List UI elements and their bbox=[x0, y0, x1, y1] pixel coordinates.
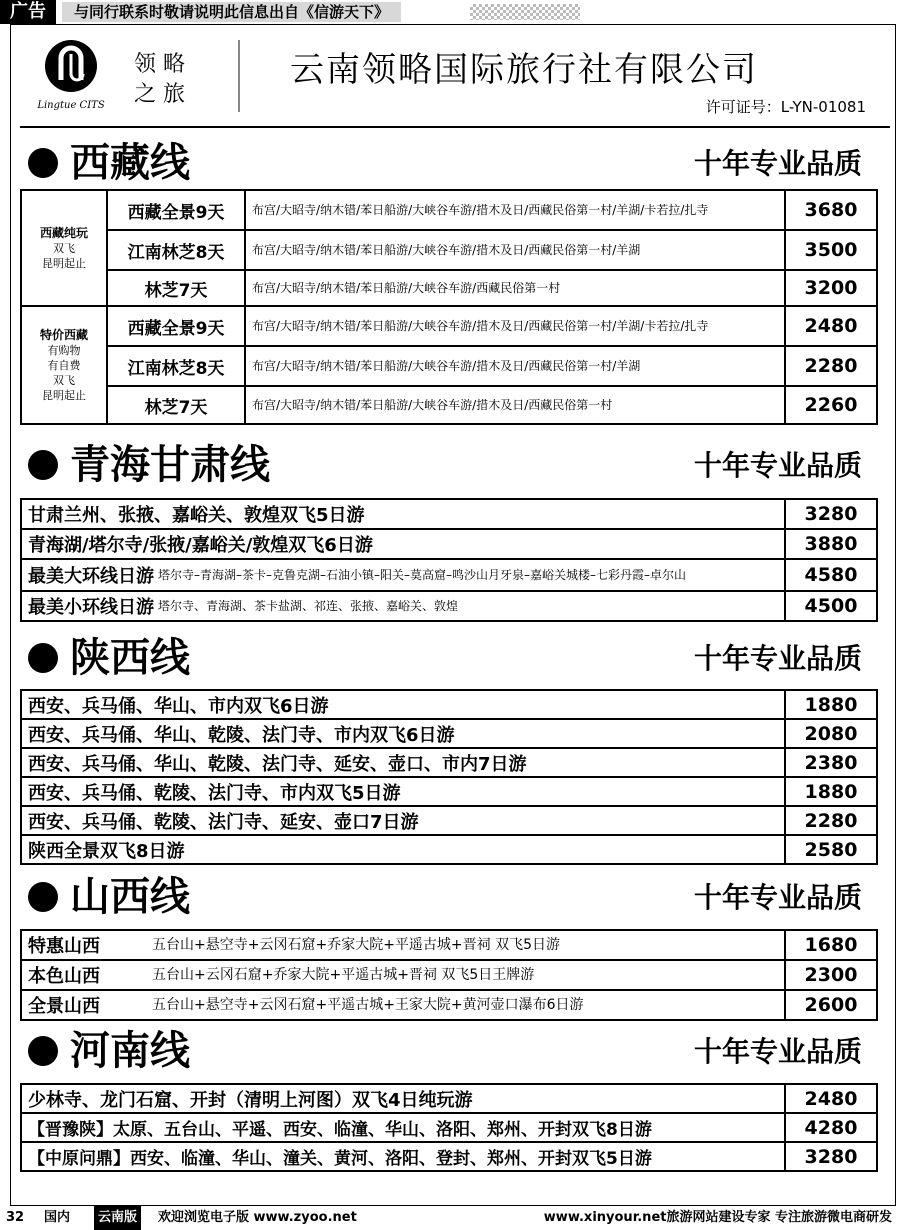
table-row bbox=[21, 499, 877, 529]
group-label: 西藏纯玩 bbox=[39, 225, 88, 240]
table-row bbox=[21, 230, 877, 270]
header-divider bbox=[238, 40, 240, 112]
route-price: 3200 bbox=[785, 270, 877, 306]
group-label-cell bbox=[21, 190, 107, 306]
section-name: 青海甘肃线 bbox=[70, 442, 270, 488]
route-detail: 布宫/大昭寺/纳木错/苯日船游/大峡谷车游/西藏民俗第一村 bbox=[245, 270, 785, 306]
route-name: 【晋豫陕】太原、五台山、平遥、西安、临潼、华山、洛阳、郑州、开封双飞8日游 bbox=[21, 1113, 785, 1142]
quality-slogan: 十年专业品质 bbox=[693, 147, 862, 180]
route-price: 2600 bbox=[785, 990, 877, 1020]
quality-slogan: 十年专业品质 bbox=[693, 642, 862, 675]
route-price: 1680 bbox=[785, 930, 877, 960]
section-name: 陕西线 bbox=[70, 635, 190, 681]
group-note: 双飞 bbox=[53, 241, 75, 255]
route-name: 全景山西 bbox=[28, 996, 100, 1017]
group-note: 昆明起止 bbox=[42, 388, 86, 402]
route-detail: 布宫/大昭寺/纳木错/苯日船游/大峡谷车游/措木及日/西藏民俗第一村/羊湖/卡若拉/扎寺 bbox=[245, 306, 785, 346]
table-row bbox=[21, 270, 877, 306]
tibet-table bbox=[20, 189, 878, 425]
route-name: 甘肃兰州、张掖、嘉峪关、敦煌双飞5日游 bbox=[21, 499, 785, 529]
route-name: 少林寺、龙门石窟、开封（清明上河图）双飞4日纯玩游 bbox=[21, 1084, 785, 1113]
group-note: 昆明起止 bbox=[42, 256, 86, 270]
route-name: 西藏全景9天 bbox=[107, 306, 245, 346]
route-name: 陕西全景双飞8日游 bbox=[21, 835, 785, 864]
route-name: 本色山西 bbox=[28, 966, 100, 987]
route-price: 4280 bbox=[785, 1113, 877, 1142]
group-label: 特价西藏 bbox=[39, 327, 88, 342]
section-name: 山西线 bbox=[70, 874, 190, 920]
route-price: 1880 bbox=[785, 777, 877, 806]
table-row bbox=[21, 591, 877, 621]
checker-pattern bbox=[470, 4, 580, 20]
table-row bbox=[21, 306, 877, 346]
route-name: 江南林芝8天 bbox=[107, 230, 245, 270]
bullet-icon bbox=[28, 148, 58, 178]
route-detail: 布宫/大昭寺/纳木错/苯日船游/大峡谷车游/措木及日/西藏民俗第一村 bbox=[245, 386, 785, 424]
company-logo bbox=[26, 34, 116, 114]
route-detail: 塔尔寺–青海湖–茶卡–克鲁克湖–石油小镇–阳关–莫高窟–鸣沙山月牙泉–嘉峪关城楼–七彩丹霞–卓尔山 bbox=[158, 568, 687, 582]
company-name: 云南领略国际旅行社有限公司 bbox=[290, 50, 758, 90]
route-price: 2080 bbox=[785, 719, 877, 748]
bullet-icon bbox=[28, 882, 58, 912]
table-row bbox=[21, 346, 877, 386]
route-price: 2580 bbox=[785, 835, 877, 864]
route-price: 3280 bbox=[785, 1142, 877, 1171]
route-cell bbox=[21, 990, 785, 1020]
route-price: 3680 bbox=[785, 190, 877, 230]
logo-slogan-line2: 之 旅 bbox=[134, 82, 185, 107]
route-name: 最美大环线日游 bbox=[28, 566, 154, 587]
route-name: 西安、兵马俑、华山、乾陵、法门寺、市内双飞6日游 bbox=[21, 719, 785, 748]
route-name: 西安、兵马俑、华山、乾陵、法门寺、延安、壶口、市内7日游 bbox=[21, 748, 785, 777]
logo-text: Lingtue CITS bbox=[37, 100, 105, 111]
table-row bbox=[21, 1113, 877, 1142]
page-footer bbox=[0, 1206, 900, 1230]
edition-badge: 云南版 bbox=[94, 1206, 141, 1230]
quality-slogan: 十年专业品质 bbox=[693, 449, 862, 482]
group-note: 双飞 bbox=[53, 373, 75, 387]
route-price: 3280 bbox=[785, 499, 877, 529]
table-row bbox=[21, 690, 877, 719]
ad-label: 广告 bbox=[0, 0, 56, 24]
table-row bbox=[21, 386, 877, 424]
logo-slogan-line1: 领 略 bbox=[134, 52, 185, 77]
table-row bbox=[21, 990, 877, 1020]
route-price: 2280 bbox=[785, 346, 877, 386]
route-detail: 五台山+云冈石窟+乔家大院+平遥古城+晋祠 双飞5日王牌游 bbox=[152, 967, 535, 983]
route-price: 2480 bbox=[785, 1084, 877, 1113]
section-name: 西藏线 bbox=[70, 140, 190, 186]
qinghai-table bbox=[20, 498, 878, 622]
route-name: 最美小环线日游 bbox=[28, 597, 154, 618]
route-price: 2380 bbox=[785, 748, 877, 777]
footer-left-text: 欢迎浏览电子版 www.zyoo.net bbox=[158, 1210, 357, 1225]
route-name: 江南林芝8天 bbox=[107, 346, 245, 386]
footer-right-text: www.xinyour.net旅游网站建设专家 专注旅游微电商研发 bbox=[543, 1210, 892, 1225]
table-row bbox=[21, 1084, 877, 1113]
table-row bbox=[21, 529, 877, 559]
source-notice: 与同行联系时敬请说明此信息出自《信游天下》 bbox=[62, 2, 401, 22]
page-number: 32 bbox=[6, 1210, 25, 1225]
route-price: 1880 bbox=[785, 690, 877, 719]
table-row bbox=[21, 777, 877, 806]
route-price: 2260 bbox=[785, 386, 877, 424]
quality-slogan: 十年专业品质 bbox=[693, 1035, 862, 1068]
route-detail: 布宫/大昭寺/纳木错/苯日船游/大峡谷车游/措木及日/西藏民俗第一村/羊湖 bbox=[245, 346, 785, 386]
table-row bbox=[21, 835, 877, 864]
shanxi-table bbox=[20, 929, 878, 1021]
henan-table bbox=[20, 1083, 878, 1172]
route-cell bbox=[21, 930, 785, 960]
top-bar bbox=[0, 0, 900, 24]
section-name: 河南线 bbox=[70, 1028, 190, 1074]
route-detail: 五台山+悬空寺+云冈石窟+乔家大院+平遥古城+晋祠 双飞5日游 bbox=[152, 937, 561, 953]
route-price: 2280 bbox=[785, 806, 877, 835]
route-price: 4580 bbox=[785, 559, 877, 591]
route-detail: 布宫/大昭寺/纳木错/苯日船游/大峡谷车游/措木及日/西藏民俗第一村/羊湖 bbox=[245, 230, 785, 270]
logo-slogan bbox=[134, 50, 198, 110]
route-name: 【中原问鼎】西安、临潼、华山、潼关、黄河、洛阳、登封、郑州、开封双飞5日游 bbox=[21, 1142, 785, 1171]
route-name: 西安、兵马俑、乾陵、法门寺、市内双飞5日游 bbox=[21, 777, 785, 806]
shaanxi-table bbox=[20, 689, 878, 865]
group-note: 有自费 bbox=[47, 358, 81, 372]
table-row bbox=[21, 930, 877, 960]
route-price: 2480 bbox=[785, 306, 877, 346]
route-detail: 五台山+悬空寺+云冈石窟+平遥古城+王家大院+黄河壶口瀑布6日游 bbox=[152, 997, 584, 1013]
route-cell bbox=[21, 591, 785, 621]
table-row bbox=[21, 719, 877, 748]
group-note: 有购物 bbox=[47, 343, 81, 357]
table-row bbox=[21, 806, 877, 835]
license-number: 许可证号：L-YN-01081 bbox=[705, 98, 866, 116]
route-cell bbox=[21, 960, 785, 990]
route-name: 林芝7天 bbox=[107, 386, 245, 424]
route-detail: 布宫/大昭寺/纳木错/苯日船游/大峡谷车游/措木及日/西藏民俗第一村/羊湖/卡若拉/扎寺 bbox=[245, 190, 785, 230]
route-price: 4500 bbox=[785, 591, 877, 621]
route-price: 3500 bbox=[785, 230, 877, 270]
route-name: 特惠山西 bbox=[28, 936, 100, 957]
group-label-cell bbox=[21, 306, 107, 424]
table-row bbox=[21, 960, 877, 990]
table-row bbox=[21, 1142, 877, 1171]
route-name: 林芝7天 bbox=[107, 270, 245, 306]
route-price: 3880 bbox=[785, 529, 877, 559]
table-row bbox=[21, 559, 877, 591]
route-name: 西安、兵马俑、乾陵、法门寺、延安、壶口7日游 bbox=[21, 806, 785, 835]
bullet-icon bbox=[28, 643, 58, 673]
table-row bbox=[21, 190, 877, 230]
table-row bbox=[21, 748, 877, 777]
quality-slogan: 十年专业品质 bbox=[693, 881, 862, 914]
route-name: 西安、兵马俑、华山、市内双飞6日游 bbox=[21, 690, 785, 719]
route-detail: 塔尔寺、青海湖、茶卡盐湖、祁连、张掖、嘉峪关、敦煌 bbox=[158, 599, 459, 613]
company-header bbox=[20, 30, 890, 128]
bullet-icon bbox=[28, 1036, 58, 1066]
section-label: 国内 bbox=[44, 1210, 71, 1225]
route-price: 2300 bbox=[785, 960, 877, 990]
bullet-icon bbox=[28, 450, 58, 480]
route-name: 青海湖/塔尔寺/张掖/嘉峪关/敦煌双飞6日游 bbox=[21, 529, 785, 559]
route-cell bbox=[21, 559, 785, 591]
route-name: 西藏全景9天 bbox=[107, 190, 245, 230]
